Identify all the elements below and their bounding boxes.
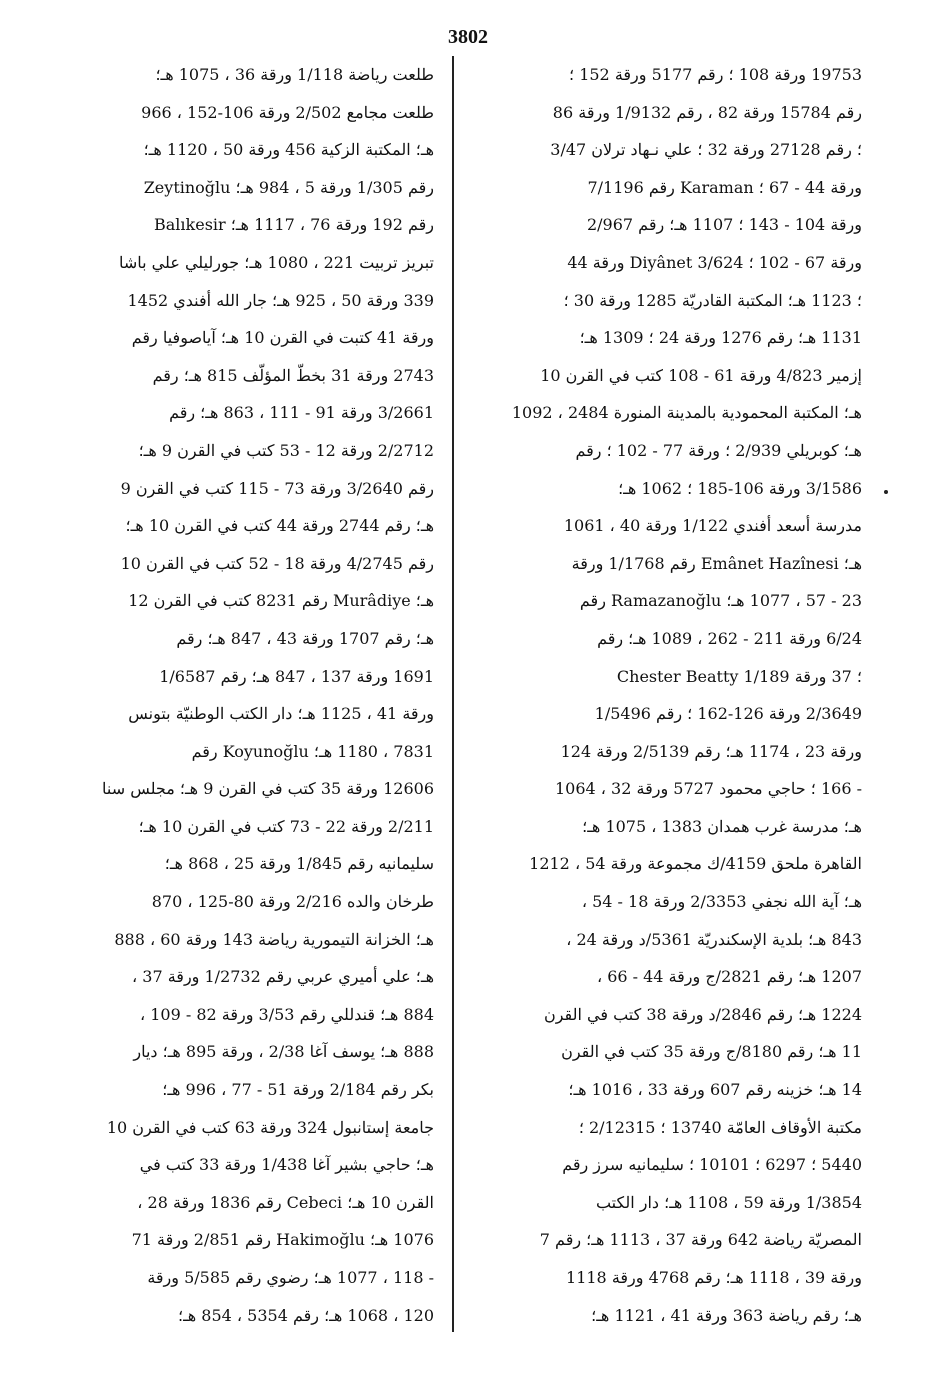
text-line: - 118 ، 1077 هـ؛ رضوي رقم 5/585 ورقة (147, 1268, 434, 1287)
text-line: ورقة 41 كتبت في القرن 10 هـ؛ آياصوفيا رقم (131, 328, 434, 348)
text-line: هـ؛ الخزانة التيمورية رياضة 143 ورقة 60 ، 888 (114, 929, 434, 949)
scan-speck (884, 490, 888, 494)
text-line: سليمانيه رقم 1/845 ورقة 25 ، 868 هـ؛ (164, 854, 434, 874)
text-line: ورقة 44 - 67 ؛ Karaman رقم 7/1196 (587, 177, 862, 197)
text-line: ورقة 39 ، 1118 هـ؛ رقم 4768 ورقة 1118 (566, 1268, 862, 1287)
text-line: 5440 ؛ 6297 ؛ 10101 ؛ سليمانيه سرز رقم (562, 1155, 862, 1175)
text-line: رقم 15784 ورقة 82 ، رقم 1/9132 ورقة 86 (552, 102, 862, 122)
text-line: ؛ 1123 هـ؛ المكتبة القادريّة 1285 ورقة 30 ؛ (563, 290, 862, 310)
text-line: 1224 هـ؛ رقم 2846/د ورقة 38 كتب في القرن (543, 1004, 862, 1024)
text-line: رقم 4/2745 ورقة 18 - 52 كتب في القرن 10 (120, 553, 434, 573)
text-line: هـ؛ حاجي بشير آغا 1/438 ورقة 33 كتب في (139, 1155, 434, 1175)
text-line: رقم 3/2640 ورقة 73 - 115 كتب في القرن 9 (120, 478, 434, 498)
text-line: 843 هـ؛ بلدية الإسكندريّة 5361/د ورقة 24 ، (566, 929, 862, 949)
text-line: 19753 ورقة 108 ؛ رقم 5177 ورقة 152 ؛ (569, 65, 862, 84)
text-line: هـ؛ رقم رياضة 363 ورقة 41 ، 1121 هـ؛ (591, 1305, 862, 1325)
text-line: ورقة 23 ، 1174 هـ؛ رقم 2/5139 ورقة 124 (560, 741, 862, 761)
text-line: 1207 هـ؛ رقم 2821/ج ورقة 44 - 66 ، (596, 967, 862, 987)
column-divider (452, 56, 454, 1332)
right-column (474, 56, 862, 1334)
text-line: مدرسة أسعد أفندي 1/122 ورقة 40 ، 1061 (563, 516, 862, 536)
text-line: 1131 هـ؛ رقم 1276 ورقة 24 ؛ 1309 هـ؛ (579, 328, 862, 348)
text-line: القرن 10 هـ؛ Cebeci رقم 1836 ورقة 28 ، (137, 1192, 434, 1212)
text-line: ورقة 104 - 143 ؛ 1107 هـ؛ رقم 2/967 (586, 215, 862, 235)
text-line: هـ؛ Murâdiye رقم 8231 كتب في القرن 12 (128, 591, 434, 611)
text-line: 888 هـ؛ يوسف آغا 2/38 ، ورقة 895 هـ؛ ديار (133, 1042, 434, 1062)
text-line: 2/2712 ورقة 12 - 53 كتب في القرن 9 هـ؛ (138, 440, 434, 460)
text-line: ؛ رقم 27128 ورقة 32 ؛ علي نـهاد ترلان 3/47 (550, 140, 862, 160)
text-line: جامعة إستانبول 324 ورقة 63 كتب في القرن 10 (106, 1117, 434, 1137)
text-line: 12606 ورقة 35 كتب في القرن 9 هـ؛ مجلس سنا (102, 779, 434, 799)
text-line: تبريز تربيت 221 ، 1080 هـ؛ جورليلي علي باشا (118, 252, 434, 272)
text-line: هـ؛ Emânet Hazînesi رقم 1/1768 ورقة (571, 553, 862, 573)
text-line: المصريّة رياضة 642 ورقة 37 ، 1113 هـ؛ رقم 7 (539, 1230, 862, 1250)
text-line: طلعت مجامع 2/502 ورقة 106-152 ، 966 (141, 102, 434, 122)
text-line: 884 هـ؛ قندللي رقم 3/53 ورقة 82 - 109 ، (139, 1004, 434, 1024)
text-line: هـ؛ رقم 2744 ورقة 44 كتب في القرن 10 هـ؛ (125, 516, 434, 536)
text-line: 3/1586 ورقة 106-185 ؛ 1062 هـ؛ (618, 478, 862, 498)
text-line: إزمير 4/823 ورقة 61 - 108 كتب في القرن 10 (540, 365, 862, 385)
text-line: 3/2661 ورقة 91 - 111 ، 863 هـ؛ رقم (169, 403, 434, 423)
text-line: هـ؛ المكتبة المحمودية بالمدينة المنورة 2484 ، 1092 (511, 403, 862, 423)
text-line: 1076 هـ؛ Hakimoğlu رقم 2/851 ورقة 71 (131, 1230, 434, 1250)
text-line: Zeytinoğlu رقم 1/305 ورقة 5 ، 984 هـ؛ (143, 177, 434, 197)
text-line: هـ؛ المكتبة الزكية 456 ورقة 50 ، 1120 هـ؛ (143, 140, 434, 160)
text-line: 6/24 ورقة 211 - 262 ، 1089 هـ؛ رقم (597, 628, 862, 648)
text-line: 2743 ورقة 31 بخطّ المؤلّف 815 هـ؛ رقم (152, 365, 434, 385)
text-line: - 166 ؛ حاجي محمود 5727 ورقة 32 ، 1064 (554, 779, 862, 799)
text-line: Chester Beatty ؛ 37 ورقة 1/189 (616, 666, 862, 686)
text-line: 1691 ورقة 137 ، 847 هـ؛ رقم 1/6587 (159, 666, 434, 686)
text-line: 2/3649 ورقة 126-162 ؛ رقم 1/5496 (594, 704, 862, 724)
text-line: طرخان والده 2/216 ورقة 80-125 ، 870 (151, 892, 434, 912)
text-line: هـ؛ علي أميري عربي رقم 1/2732 ورقة 37 ، (132, 967, 434, 987)
text-line: 11 هـ؛ رقم 8180/ج ورقة 35 كتب في القرن (561, 1042, 862, 1062)
text-line: هـ؛ رقم 1707 ورقة 43 ، 847 هـ؛ رقم (176, 628, 434, 648)
text-line: 120 ، 1068 هـ؛ رقم 5354 ، 854 هـ؛ (177, 1305, 434, 1325)
text-line: هـ؛ كوبريلي 2/939 ؛ ورقة 77 - 102 ؛ رقم (575, 440, 862, 460)
left-column (46, 56, 434, 1334)
text-line: 23 - 57 ، 1077 هـ؛ Ramazanoğlu رقم (579, 591, 862, 611)
text-line: 2/211 ورقة 22 - 73 كتب في القرن 10 هـ؛ (138, 816, 434, 836)
text-line: طلعت رياضة 1/118 ورقة 36 ، 1075 هـ؛ (155, 65, 434, 84)
text-line: ورقة 67 - 102 ؛ Diyânet 3/624 ورقة 44 (567, 252, 862, 272)
text-line: 7831 ، 1180 هـ؛ Koyunoğlu رقم (191, 741, 434, 761)
text-line: Balıkesir رقم 192 ورقة 76 ، 1117 هـ؛ (154, 215, 434, 235)
text-line: بكر رقم 2/184 ورقة 51 - 77 ، 996 هـ؛ (162, 1080, 434, 1100)
text-line: مكتبة الأوقاف العامّة 13740 ؛ 2/12315 ؛ (578, 1117, 862, 1137)
text-line: 14 هـ؛ خزينه رقم 607 ورقة 33 ، 1016 هـ؛ (568, 1080, 862, 1100)
text-line: هـ؛ مدرسة غرب همدان 1383 ، 1075 هـ؛ (582, 816, 862, 836)
text-line: 339 ورقة 50 ، 925 هـ؛ جار الله أفندي 1452 (127, 290, 434, 310)
text-line: 1/3854 ورقة 59 ، 1108 هـ؛ دار الكتب (595, 1192, 862, 1212)
text-line: هـ؛ آية الله نجفي 2/3353 ورقة 18 - 54 ، (581, 892, 862, 912)
text-line: القاهرة ملحق 4159/ك مجموعة ورقة 54 ، 1212 (529, 854, 862, 874)
page-number: 3802 (448, 26, 488, 48)
text-line: ورقة 41 ، 1125 هـ؛ دار الكتب الوطنيّة بتونس (128, 704, 434, 724)
